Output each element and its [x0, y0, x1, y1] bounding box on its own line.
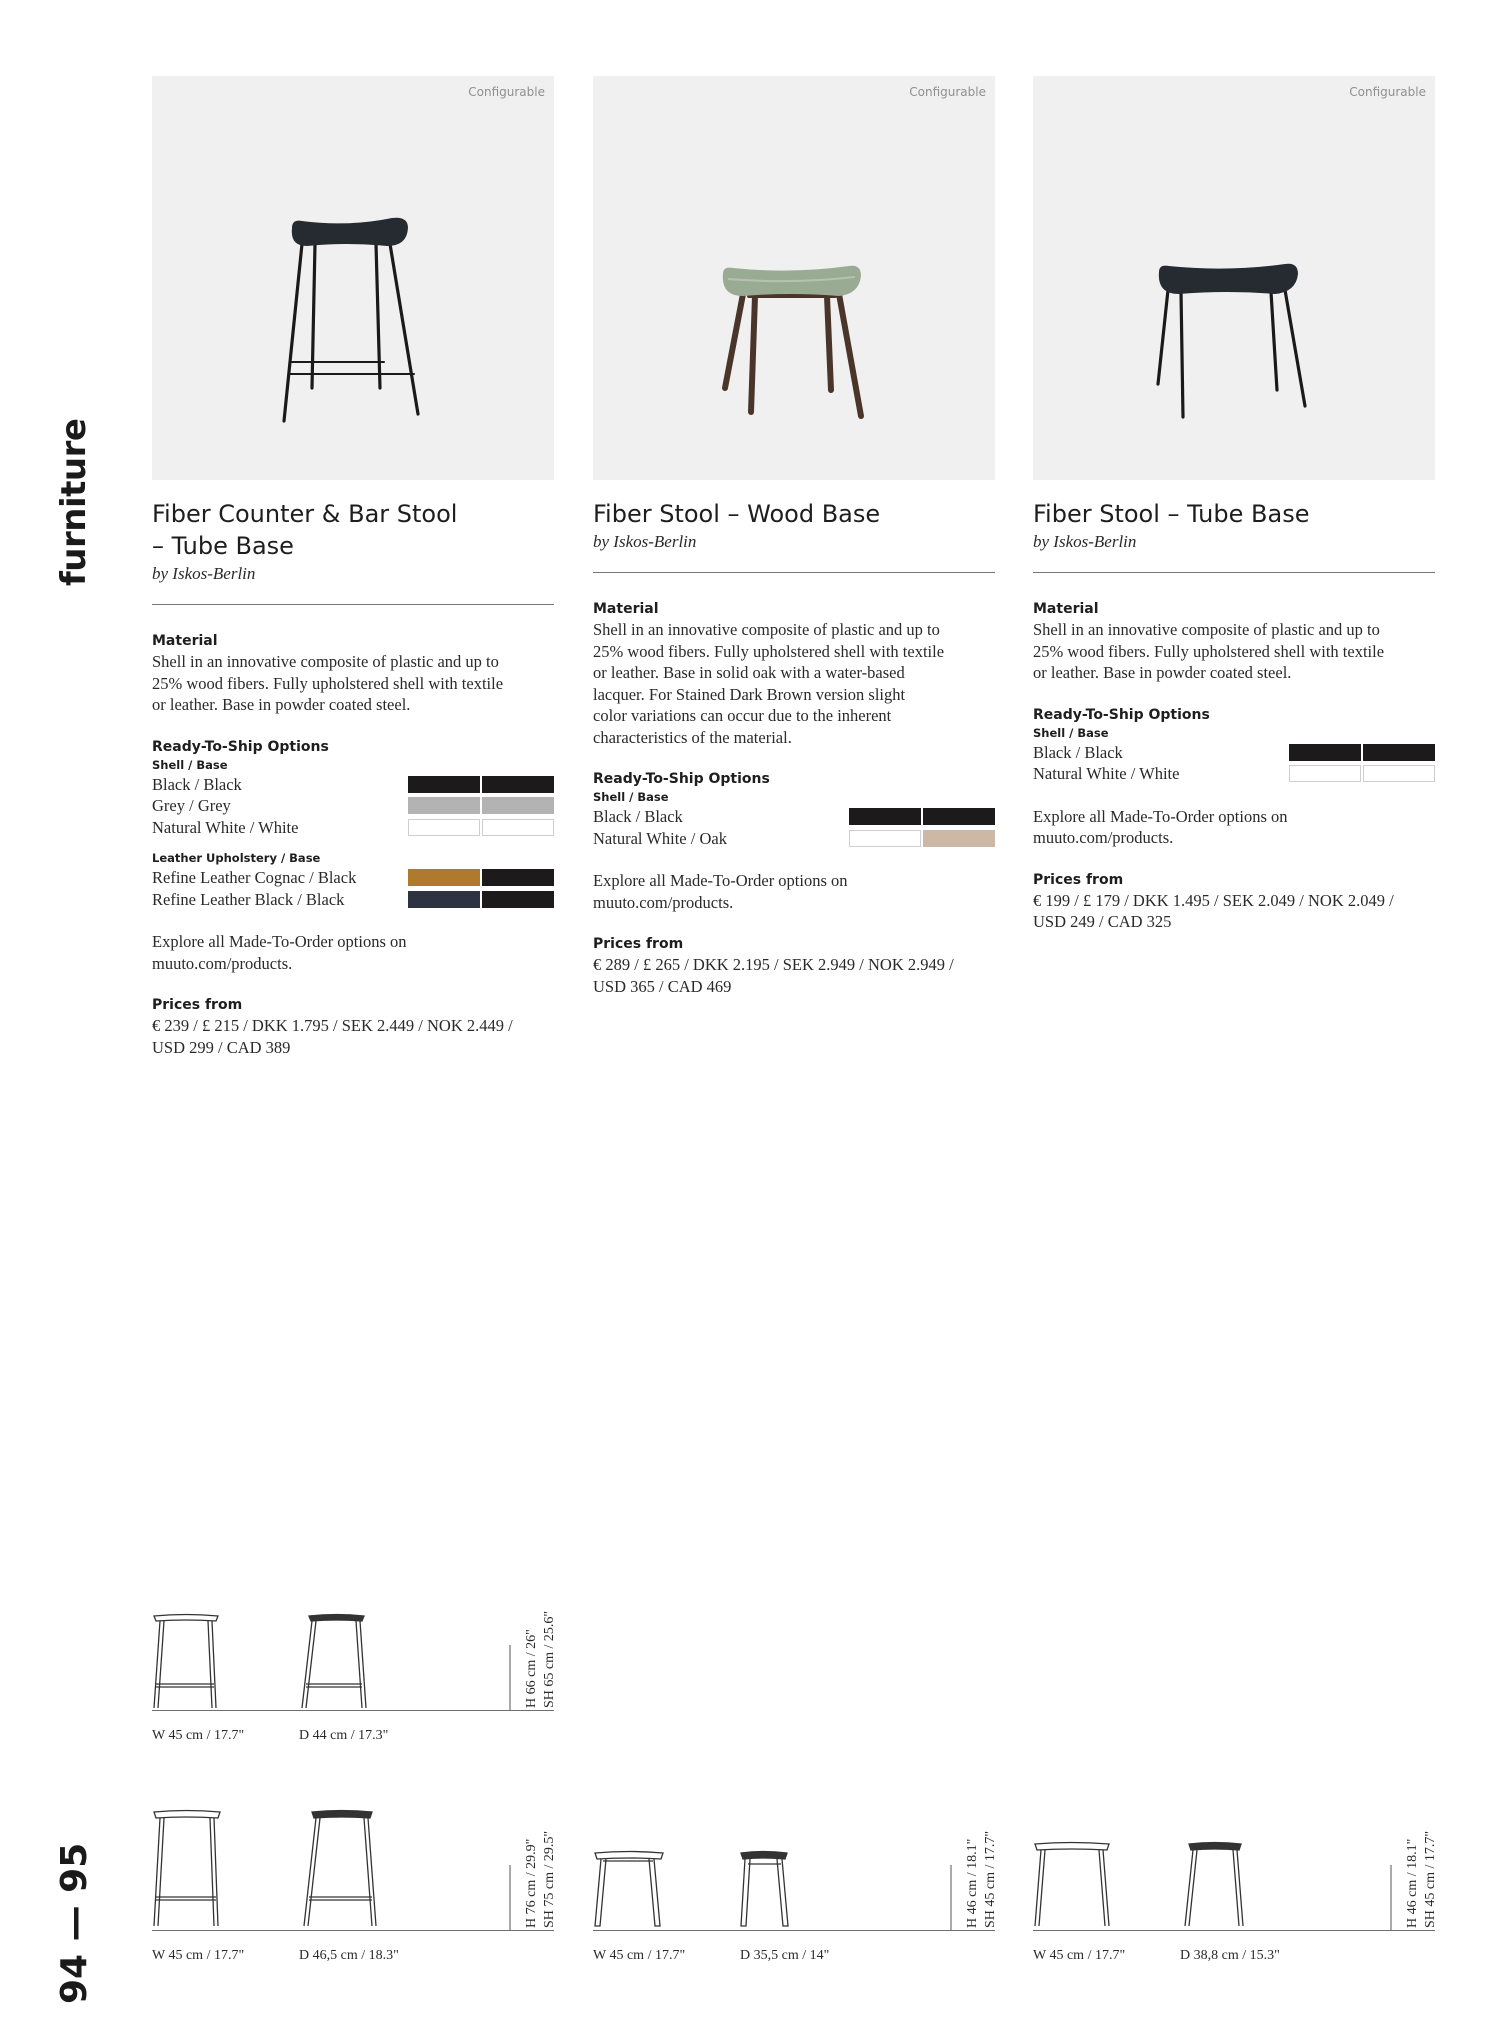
- seat-height-dimension: SH 45 cm / 17.7": [983, 1830, 998, 1928]
- option-row[interactable]: [1033, 742, 1435, 764]
- shell-swatch: [849, 808, 921, 825]
- product-title: [1033, 498, 1435, 530]
- height-dimension: H 46 cm / 18.1": [965, 1838, 980, 1928]
- shell-options-list: [152, 774, 554, 839]
- shell-swatch: [408, 797, 480, 814]
- dimensions-bar-stool: [152, 1800, 557, 1980]
- shell-swatch: [408, 776, 480, 793]
- option-label: Natural White / White: [152, 817, 299, 837]
- text-line: muuto.com/products.: [152, 953, 293, 973]
- product-card-tube-base-stool: [1033, 76, 1435, 933]
- dimension-baseline: [152, 1710, 554, 1711]
- divider: [593, 572, 995, 573]
- product-title: [152, 498, 554, 562]
- option-label: Natural White / Oak: [593, 828, 727, 848]
- dimension-baseline: [152, 1930, 554, 1931]
- shell-swatch: [408, 819, 480, 836]
- option-row[interactable]: [152, 889, 554, 911]
- option-label: Black / Black: [593, 807, 683, 826]
- depth-dimension: D 38,8 cm / 15.3": [1180, 1948, 1280, 1963]
- material-heading: Material: [152, 633, 218, 649]
- height-dimension: H 76 cm / 29.9": [524, 1838, 539, 1928]
- option-row[interactable]: [593, 806, 995, 828]
- prices-text: [593, 954, 995, 997]
- depth-dimension: D 44 cm / 17.3": [299, 1728, 389, 1743]
- text-line: € 289 / £ 265 / DKK 2.195 / SEK 2.949 / NOK 2.949 /: [593, 955, 954, 974]
- text-line: or leather. Base in powder coated steel.: [1033, 663, 1292, 682]
- text-line: Explore all Made-To-Order options on: [1033, 806, 1288, 826]
- option-label: Refine Leather Black / Black: [152, 889, 345, 909]
- text-line: characteristics of the material.: [593, 727, 792, 747]
- ready-to-ship-heading: Ready-To-Ship Options: [152, 738, 329, 755]
- base-swatch: [482, 891, 554, 908]
- shell-swatch: [408, 869, 480, 886]
- configurable-badge: Configurable: [1349, 85, 1426, 99]
- text-line: USD 365 / CAD 469: [593, 976, 732, 996]
- height-dimension: H 46 cm / 18.1": [1405, 1838, 1420, 1928]
- product-title-line: Fiber Counter & Bar Stool: [152, 500, 458, 528]
- product-photo[interactable]: [593, 76, 995, 480]
- option-row[interactable]: [152, 867, 554, 889]
- prices-heading: Prices from: [1033, 871, 1124, 888]
- designer-credit: by Iskos-Berlin: [593, 532, 697, 551]
- dimensions-tube-base-stool: [1033, 1800, 1438, 1980]
- ready-to-ship-heading: Ready-To-Ship Options: [593, 771, 770, 787]
- text-line: color variations can occur due to the inherent: [593, 706, 892, 725]
- prices-heading: Prices from: [152, 997, 243, 1013]
- base-swatch: [923, 808, 995, 825]
- section-label: furniture: [54, 418, 94, 586]
- text-line: muuto.com/products.: [593, 892, 734, 912]
- option-row[interactable]: [593, 828, 995, 850]
- text-line: Shell in an innovative composite of plastic and up to: [152, 652, 499, 671]
- bar-stool-image: [152, 76, 554, 480]
- seat-height-dimension: SH 65 cm / 25.6": [542, 1610, 557, 1708]
- shell-base-heading: Shell / Base: [1033, 725, 1109, 740]
- option-row[interactable]: [1033, 763, 1435, 785]
- text-line: Shell in an innovative composite of plastic and up to: [593, 620, 940, 639]
- option-label: Black / Black: [1033, 742, 1123, 762]
- base-swatch: [1363, 744, 1435, 761]
- text-line: or leather. Base in solid oak with a water-based: [593, 663, 905, 682]
- base-swatch: [482, 776, 554, 793]
- product-photo[interactable]: [1033, 76, 1435, 480]
- text-line: lacquer. For Stained Dark Brown version slight: [593, 684, 906, 704]
- text-line: USD 249 / CAD 325: [1033, 912, 1172, 931]
- option-row[interactable]: [152, 817, 554, 839]
- explore-text: [593, 870, 995, 913]
- product-card-wood-base-stool: [593, 76, 995, 997]
- product-photo[interactable]: [152, 76, 554, 480]
- text-line: Explore all Made-To-Order options on: [152, 932, 407, 951]
- material-text: [152, 651, 554, 716]
- prices-heading: Prices from: [593, 936, 684, 952]
- shell-options-list: [1033, 742, 1435, 785]
- option-label: Natural White / White: [1033, 764, 1180, 783]
- option-row[interactable]: [152, 795, 554, 817]
- height-dimension: H 66 cm / 26": [524, 1629, 539, 1708]
- explore-text: [152, 931, 554, 974]
- divider: [152, 604, 554, 605]
- option-label: Refine Leather Cognac / Black: [152, 868, 357, 887]
- tube-stool-image: [1033, 76, 1435, 480]
- configurable-badge: Configurable: [909, 85, 986, 99]
- designer-credit: by Iskos-Berlin: [1033, 532, 1137, 551]
- text-line: 25% wood fibers. Fully upholstered shell with textile: [152, 673, 504, 693]
- text-line: Shell in an innovative composite of plastic and up to: [1033, 620, 1380, 639]
- material-heading: Material: [1033, 601, 1099, 617]
- base-swatch: [482, 797, 554, 814]
- shell-base-heading: Shell / Base: [593, 790, 669, 804]
- seat-height-dimension: SH 45 cm / 17.7": [1423, 1830, 1438, 1928]
- material-text: [1033, 619, 1435, 684]
- width-dimension: W 45 cm / 17.7": [1033, 1948, 1126, 1963]
- text-line: 25% wood fibers. Fully upholstered shell with textile: [593, 641, 945, 661]
- shell-swatch: [1289, 744, 1361, 761]
- leather-options-list: [152, 867, 554, 910]
- wood-stool-image: [593, 76, 995, 480]
- text-line: 25% wood fibers. Fully upholstered shell with textile: [1033, 641, 1385, 661]
- text-line: USD 299 / CAD 389: [152, 1037, 291, 1057]
- shell-base-heading: Shell / Base: [152, 757, 228, 772]
- shell-swatch: [1289, 765, 1361, 782]
- shell-swatch: [408, 891, 480, 908]
- material-text: [593, 619, 995, 748]
- dimension-baseline: [593, 1930, 995, 1931]
- designer-credit: by Iskos-Berlin: [152, 564, 256, 583]
- text-line: muuto.com/products.: [1033, 828, 1174, 847]
- width-dimension: W 45 cm / 17.7": [152, 1728, 245, 1743]
- prices-text: [1033, 890, 1435, 933]
- dimensions-counter-stool: [152, 1580, 557, 1760]
- dimensions-wood-base-stool: [593, 1800, 998, 1980]
- depth-dimension: D 35,5 cm / 14": [740, 1948, 830, 1963]
- page-number: 94 — 95: [54, 1842, 95, 2004]
- width-dimension: W 45 cm / 17.7": [593, 1948, 686, 1963]
- product-title-line: Fiber Stool – Wood Base: [593, 500, 881, 528]
- seat-height-dimension: SH 75 cm / 29.5": [542, 1830, 557, 1928]
- option-label: Grey / Grey: [152, 796, 231, 815]
- width-dimension: W 45 cm / 17.7": [152, 1948, 245, 1963]
- depth-dimension: D 46,5 cm / 18.3": [299, 1948, 399, 1963]
- option-label: Black / Black: [152, 774, 242, 794]
- leather-base-heading: Leather Upholstery / Base: [152, 851, 321, 865]
- text-line: € 199 / £ 179 / DKK 1.495 / SEK 2.049 / NOK 2.049 /: [1033, 890, 1394, 910]
- product-title-line: Fiber Stool – Tube Base: [1033, 500, 1310, 528]
- divider: [1033, 572, 1435, 573]
- product-title: [593, 498, 995, 530]
- configurable-badge: Configurable: [468, 85, 545, 99]
- prices-text: [152, 1015, 554, 1058]
- text-line: or leather. Base in powder coated steel.: [152, 695, 411, 714]
- explore-text: [1033, 806, 1435, 849]
- base-swatch: [1363, 765, 1435, 782]
- base-swatch: [482, 819, 554, 836]
- ready-to-ship-heading: Ready-To-Ship Options: [1033, 706, 1210, 723]
- shell-options-list: [593, 806, 995, 849]
- dimension-baseline: [1033, 1930, 1435, 1931]
- base-swatch: [482, 869, 554, 886]
- shell-swatch: [849, 830, 921, 847]
- option-row[interactable]: [152, 774, 554, 796]
- product-title-line: – Tube Base: [152, 532, 294, 560]
- text-line: Explore all Made-To-Order options on: [593, 871, 848, 890]
- product-card-counter-bar-stool: [152, 76, 554, 1058]
- text-line: € 239 / £ 215 / DKK 1.795 / SEK 2.449 / NOK 2.449 /: [152, 1016, 513, 1035]
- base-swatch: [923, 830, 995, 847]
- material-heading: Material: [593, 601, 659, 617]
